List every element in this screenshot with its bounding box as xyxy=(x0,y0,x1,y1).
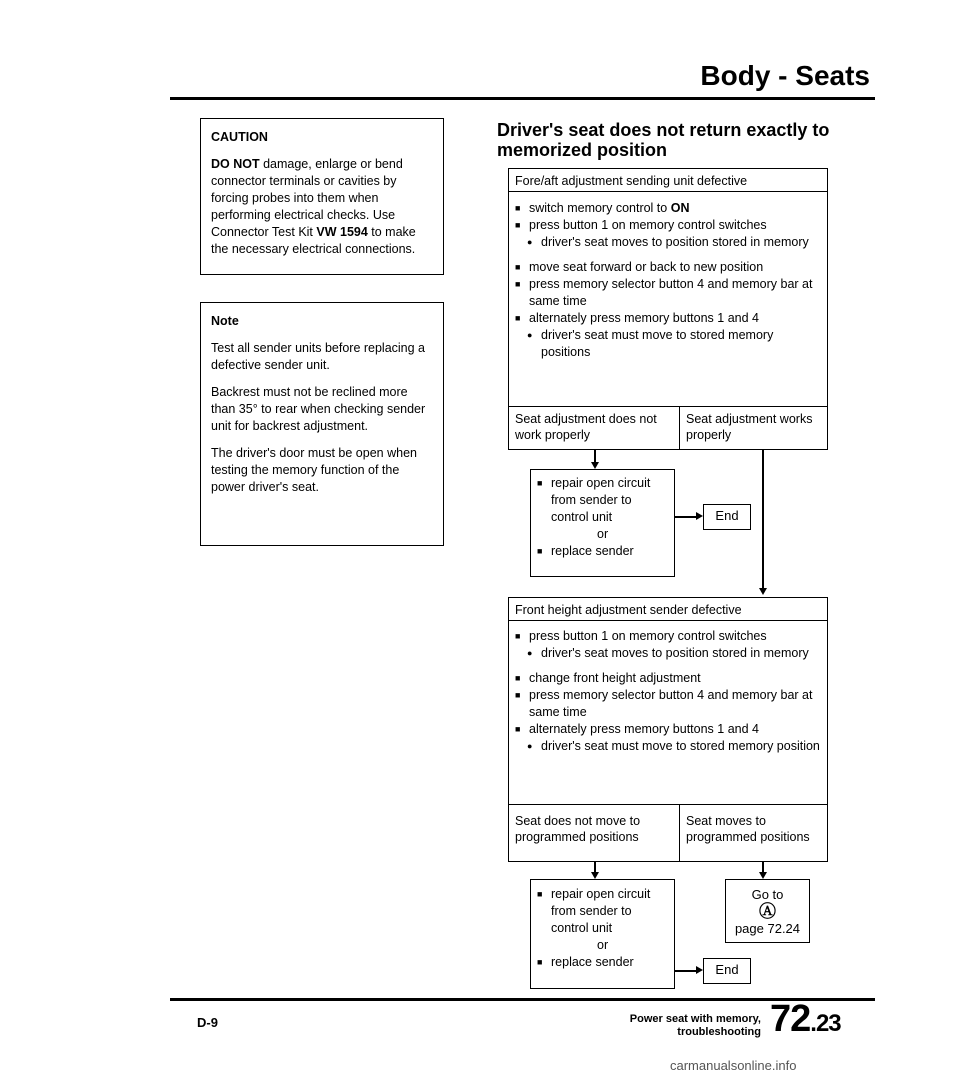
flow1-branch-no-text: Seat adjustment does not work properly xyxy=(515,412,657,442)
watermark: carmanualsonline.info xyxy=(670,1058,797,1073)
flow1-step-5: ■ alternately press memory buttons 1 and 4 xyxy=(515,310,821,327)
goto-label: Go to xyxy=(751,887,784,902)
flow2-branch-yes-text: Seat moves to programmed positions xyxy=(686,814,810,844)
note-paragraph-3: The driver's door must be open when testing the memory function of the power driver's seat. xyxy=(211,446,417,494)
flow2-fix-box xyxy=(530,879,675,989)
goto-symbol-icon: Ⓐ xyxy=(759,902,776,921)
flow1-step-2-result: ● driver's seat moves to position stored in memory xyxy=(515,234,821,251)
flow2-steps xyxy=(508,620,828,805)
footer-code: D-9 xyxy=(197,1015,218,1030)
arrow-down-icon xyxy=(591,462,599,469)
flow1-header xyxy=(508,168,828,192)
flow1-steps xyxy=(508,191,828,407)
flow1-step-1-strong: ON xyxy=(670,201,690,215)
header-rule xyxy=(170,97,875,100)
note-box xyxy=(200,302,444,546)
note-title: Note xyxy=(211,314,239,328)
caution-strong-1: DO NOT xyxy=(211,157,260,171)
flow1-branch-yes xyxy=(679,406,828,450)
flow1-step-1-text: switch memory control to xyxy=(529,201,671,215)
flow2-branch-no-text: Seat does not move to programmed positions xyxy=(515,814,641,844)
flow1-fix-1: ■ repair open circuit from sender to control unit xyxy=(537,475,668,526)
caution-text xyxy=(211,156,433,258)
flow2-step-4-result: ● driver's seat must move to stored memory position xyxy=(515,738,821,755)
footer-text-line-1: Power seat with memory, xyxy=(629,1013,761,1025)
flow1-step-5-result: ● driver's seat must move to stored memory positions xyxy=(515,327,821,361)
page-number-sub: .23 xyxy=(810,1010,841,1037)
caution-title: CAUTION xyxy=(211,130,268,144)
flow2-step-4: ■ alternately press memory buttons 1 and 4 xyxy=(515,721,821,738)
flow2-fix-1: ■ repair open circuit from sender to control unit xyxy=(537,886,668,937)
flow2-branch-no xyxy=(508,804,680,862)
flow2-fix-or: or xyxy=(597,938,609,952)
flow2-step-1-result: ● driver's seat moves to position stored in memory xyxy=(515,645,821,662)
flow2-end-box: End xyxy=(703,958,751,984)
page-number-main: 72 xyxy=(770,998,811,1040)
footer-text xyxy=(605,1013,761,1039)
flow2-header xyxy=(508,597,828,621)
goto-page-ref: page 72.24 xyxy=(734,921,801,936)
flow1-branch-no xyxy=(508,406,680,450)
arrow-down-icon xyxy=(591,872,599,879)
flow1-header-text: Fore/aft adjustment sending unit defective xyxy=(515,174,748,188)
flow2-header-text: Front height adjustment sender defective xyxy=(515,603,742,617)
flow2-fix-2: ■ replace sender xyxy=(537,954,668,971)
caution-text-2: to make the necessary electrical connections. xyxy=(211,225,416,256)
note-paragraph-2: Backrest must not be reclined more than 35° to rear when checking sender unit for backrest adjustment. xyxy=(211,385,426,433)
flow1-fix-2: ■ replace sender xyxy=(537,543,668,560)
flow1-fix-box xyxy=(530,469,675,577)
flow1-yes-connector xyxy=(762,450,764,590)
arrow-down-icon xyxy=(759,588,767,595)
flow2-step-3: ■ press memory selector button 4 and memory bar at same time xyxy=(515,687,821,721)
footer-text-line-2: troubleshooting xyxy=(677,1026,761,1038)
section-title: Driver's seat does not return exactly to memorized position xyxy=(497,120,830,160)
flow1-branch-yes-text: Seat adjustment works properly xyxy=(686,412,813,442)
flow2-branch-yes xyxy=(679,804,828,862)
page-number xyxy=(770,998,841,1041)
flow1-step-1 xyxy=(515,200,821,217)
arrow-right-icon xyxy=(696,966,703,974)
caution-box xyxy=(200,118,444,275)
flow1-end-box: End xyxy=(703,504,751,530)
flow1-step-3: ■ move seat forward or back to new position xyxy=(515,259,821,276)
flow1-step-2: ■ press button 1 on memory control switches xyxy=(515,217,821,234)
flow2-step-1: ■ press button 1 on memory control switches xyxy=(515,628,821,645)
caution-text-1: damage, enlarge or bend connector terminals or cavities by forcing probes into them when performing electrical checks. Use Connector Test Kit xyxy=(211,157,403,239)
note-paragraph-1: Test all sender units before replacing a defective sender unit. xyxy=(211,341,426,372)
arrow-down-icon xyxy=(759,872,767,879)
flow1-step-4: ■ press memory selector button 4 and memory bar at same time xyxy=(515,276,821,310)
flow1-fix-or: or xyxy=(597,527,609,541)
flow2-step-2: ■ change front height adjustment xyxy=(515,670,821,687)
page-header-title: Body - Seats xyxy=(700,60,870,91)
caution-strong-2: VW 1594 xyxy=(316,225,368,239)
arrow-right-icon xyxy=(696,512,703,520)
flow2-goto-box[interactable] xyxy=(725,879,810,943)
